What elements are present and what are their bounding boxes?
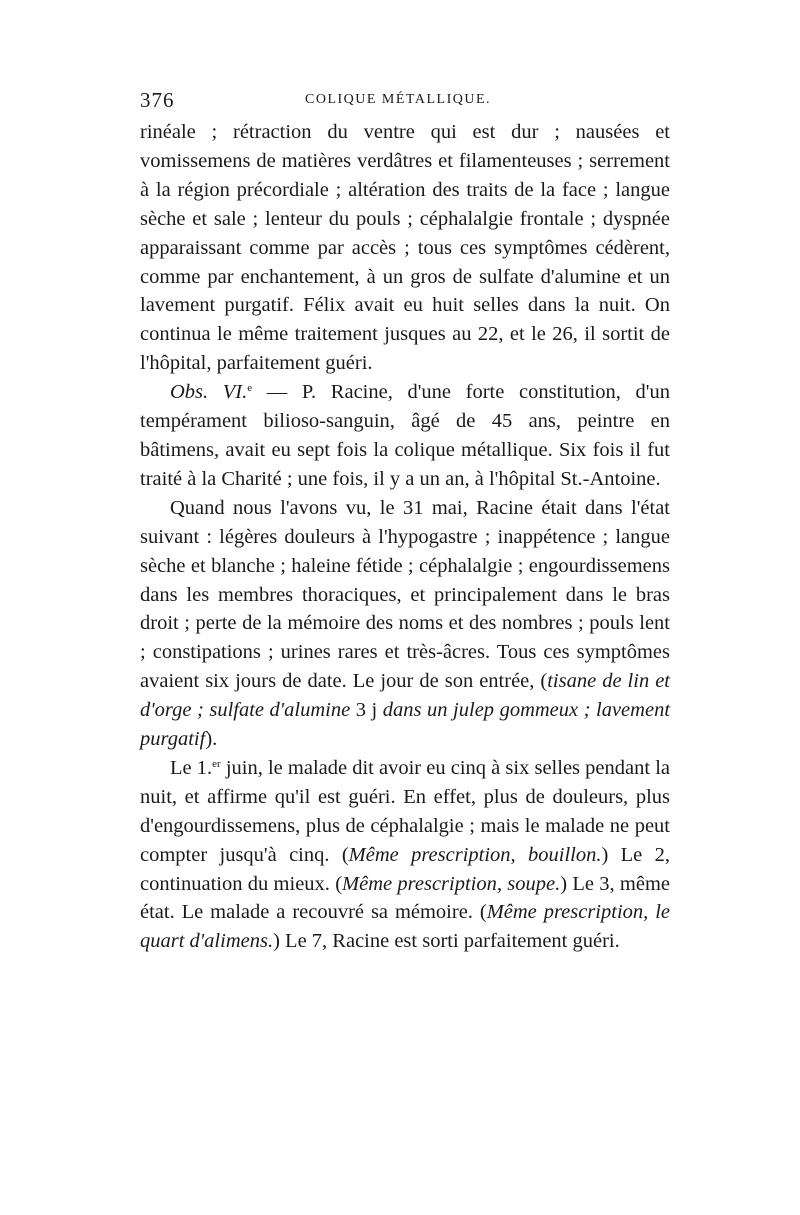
page-number: 376 xyxy=(140,88,175,112)
followup-a: Le 1. xyxy=(170,756,213,779)
prescription-italic-2: dans un julep gommeux ; lavement purgatif xyxy=(140,699,671,751)
prescription-dose: 3 j xyxy=(350,699,383,722)
followup-b: juin, le malade dit avoir eu cinq à six selles pendant la nuit, et affirme qu'il est guéri. En effet, plus de douleurs, plus d'engourdissemens, plus de céphalalgie ; mais le malade ne peut compter jusqu'à cinq. ( xyxy=(140,756,670,866)
state-text: Quand nous l'avons vu, le 31 mai, Racine était dans l'état suivant : légères douleurs à l'hypogastre ; inappétence ; langue sèche et blanche ; haleine fétide ; céphalalgie ; engourdissemens dans les membres thoraciques, et principalement dans le bras droit ; perte de la mémoire des noms et des nombres ; pouls lent ; constipations ; urines rares et très-âcres. Tous ces symptômes avaient six jours de date. Le jour de son entrée, ( xyxy=(140,496,670,693)
followup-d: ) Le 3, même état. Le malade a recouvré sa mémoire. ( xyxy=(140,872,670,924)
followup-c: ) Le 2, continuation du mieux. ( xyxy=(140,843,670,895)
followup-sup: er xyxy=(212,757,221,770)
followup-italic-3: Même prescription, le quart d'alimens. xyxy=(140,901,670,953)
page-header xyxy=(140,88,670,118)
body-text xyxy=(140,118,670,956)
running-title: COLIQUE MÉTALLIQUE. xyxy=(305,92,492,107)
paragraph-state xyxy=(140,494,670,754)
paragraph-followup xyxy=(140,754,670,956)
paragraph-continuation: rinéale ; rétraction du ventre qui est dur ; nausées et vomissemens de matières verdâtres et filamenteuses ; serrement à la région précordiale ; altération des traits de la face ; langue sèche et sale ; lenteur du pouls ; céphalalgie frontale ; dyspnée apparaissant comme par accès ; tous ces symptômes cédèrent, comme par enchantement, à un gros de sulfate d'alumine et un lavement purgatif. Félix avait eu huit selles dans la nuit. On continua le même traitement jusques au 22, et le 26, il sortit de l'hôpital, parfaitement guéri. xyxy=(140,121,670,375)
observation-text: — P. Racine, d'une forte constitution, d'un tempérament bilioso-sanguin, âgé de 45 ans, peintre en bâtimens, avait eu sept fois la colique métallique. Six fois il fut traité à la Charité ; une fois, il y a un an, à l'hôpital St.-Antoine. xyxy=(140,381,670,490)
followup-e: ) Le 7, Racine est sorti parfaitement guéri. xyxy=(273,930,620,953)
prescription-end: ). xyxy=(205,728,218,751)
followup-italic-1: Même prescription, bouillon. xyxy=(348,843,602,866)
observation-label-sup: e xyxy=(247,382,253,395)
followup-italic-2: Même prescription, soupe. xyxy=(342,872,561,895)
paragraph-observation xyxy=(140,378,670,494)
observation-label: Obs. VI. xyxy=(170,381,248,404)
prescription-italic-1: tisane de lin et d'orge ; sulfate d'alumine xyxy=(140,670,670,722)
book-page xyxy=(140,88,670,956)
